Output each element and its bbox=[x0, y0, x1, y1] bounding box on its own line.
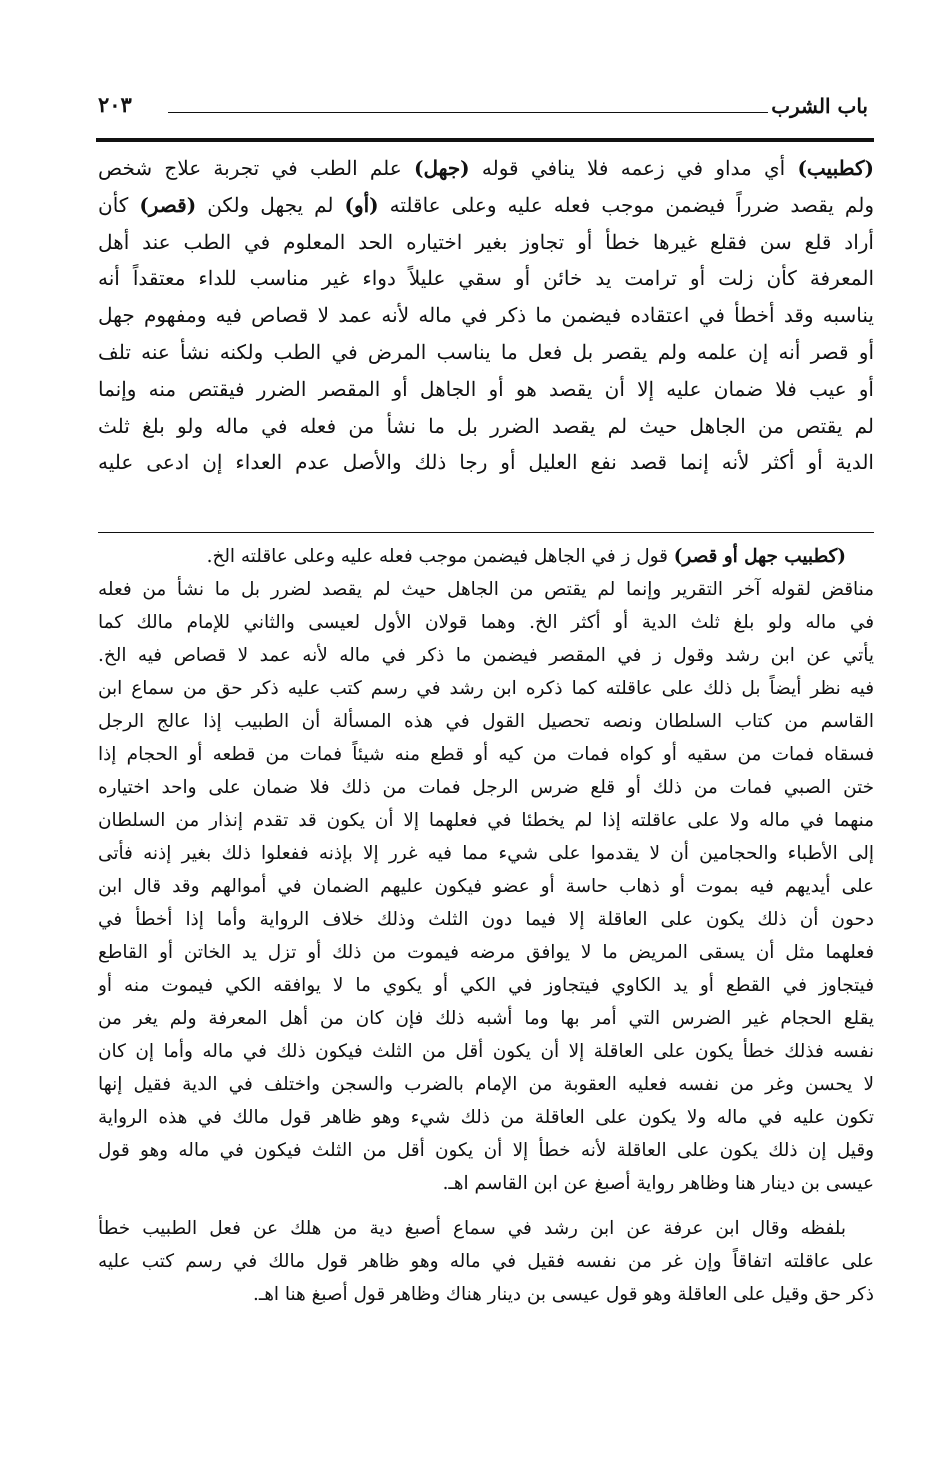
main-text bbox=[98, 150, 874, 481]
commentary-line: لا يحسن وغر من نفسه فعليه العقوبة من الإمام بالضرب والسجن واختلف في الدية فقيل إنها bbox=[98, 1074, 874, 1095]
bold-term: (كطبيب) bbox=[797, 156, 874, 180]
commentary-line: فسقاه فمات من سقيه أو كواه فمات من كيه أو قطع منه شيئاً فمات من قطعه أو الحجام إذا bbox=[98, 744, 874, 765]
header-divider bbox=[96, 138, 874, 142]
commentary-line: فيه نظر أيضاً بل ذلك على عاقلته كما ذكره ابن رشد في رسم كتب عليه ذكر حق من سماع ابن bbox=[98, 678, 874, 699]
bold-term: (قصر) bbox=[139, 192, 197, 217]
paragraph-gap bbox=[98, 1200, 874, 1212]
commentary-line: فيتجاوز في القطع أو يد الكاوي فيتجاوز في الكي أو يكوي ما لا يوافقه الكي فيموت منه أو bbox=[98, 975, 874, 996]
commentary-line: بلفظه وقال ابن عرفة عن ابن رشد في سماع أصبغ دية من هلك عن فعل الطبيب خطأ bbox=[98, 1218, 846, 1239]
main-line: أو عيب فلا ضمان عليه إلا أن يقصد هو أو الجاهل أو المقصر الضرر فيقتص منه وإنما bbox=[98, 376, 874, 401]
commentary-line: فعلهما مثل أن يسقى المريض ما لا يوافق مرضه فيموت من ذلك أو تزل يد الخاتن أو القاطع bbox=[98, 942, 874, 963]
main-line: يناسبه وقد أخطأ في اعتقاده فيضمن ما ذكر في ماله لأنه عمد لا قصاص فيه ومفهوم جهل bbox=[98, 303, 874, 328]
commentary-line: دحون أن ذلك يكون على العاقلة إلا فيما دون الثلث وذلك خلاف الرواية وأما إذا أخطأ في bbox=[98, 909, 874, 930]
commentary-line: إلى الأطباء والحجامين أن لا يقدموا على شيء مما فيه غرر إلا بإذنه ففعلوا ذلك بغير إذنه فأتى bbox=[98, 843, 874, 864]
commentary-line: منهما في ماله ولا على عاقلته إذا لم يخطئا في فعلهما إلا أن يكون قد تقدم إنذار من السلطان bbox=[98, 810, 874, 831]
main-line: (كطبيب) أي مداو في زعمه فلا ينافي قوله (جهل) علم الطب في تجربة علاج شخص bbox=[98, 156, 874, 180]
commentary-line: (كطبيب جهل أو قصر) قول ز في الجاهل فيضمن موجب فعله عليه وعلى عاقلته الخ. bbox=[206, 546, 846, 567]
bold-term: (أو) bbox=[344, 192, 379, 217]
main-line: لم يقتص من الجاهل حيث لم يقصد الضرر بل ما نشأ من فعله في ماله ولو بلغ ثلث bbox=[98, 413, 874, 438]
main-line: الدية أو أكثر لأنه إنما قصد نفع العليل أو رجا ذلك والأصل عدم العداء إن ادعى عليه bbox=[98, 450, 874, 475]
header-rule bbox=[168, 112, 768, 113]
commentary-line: مناقض لقوله آخر التقرير وإنما لم يقتص من الجاهل حيث لم يقصد لضرر بل ما نشأ من فعله bbox=[98, 579, 874, 600]
main-line: أراد قلع سن فقلع غيرها خطأ أو تجاوز بغير اختياره الحد المعلوم في الطب عند أهل bbox=[98, 229, 874, 254]
commentary-line: عيسى بن دينار هنا وظاهر رواية أصبغ عن ابن القاسم اهـ. bbox=[442, 1173, 874, 1194]
running-header bbox=[98, 90, 868, 126]
bold-term: (كطبيب جهل أو قصر) bbox=[673, 546, 846, 567]
commentary-line: يقلع الحجام غير الضرس التي أمر بها وما أشبه ذلك فإن كان من أهل المعرفة ولم يغر من bbox=[98, 1008, 874, 1029]
main-line: المعرفة كأن زلت أو ترامت يد خائن أو سقي عليلاً دواء غير مناسب للداء معتقداً أنه bbox=[98, 266, 874, 291]
commentary bbox=[98, 540, 874, 1311]
commentary-line: تكون عليه في ماله ولا يكون على العاقلة من ذلك شيء وهو ظاهر قول مالك في هذه الرواية bbox=[98, 1107, 874, 1128]
commentary-line: في ماله ولو بلغ ثلث الدية أو أكثر الخ. وهما قولان الأول لعيسى والثاني للإمام مالك كما bbox=[98, 612, 874, 633]
main-line: أو قصر أنه إن علمه ولم يقصر بل فعل ما يناسب المرض في الطب ولكنه نشأ عنه تلف bbox=[98, 339, 874, 364]
commentary-line: نفسه فذلك خطأ يكون على العاقلة إلا أن يكون أقل من الثلث فيكون ذلك في ماله وأما إن كان bbox=[98, 1041, 874, 1062]
commentary-line: ذكر حق وقيل على العاقلة وهو قول عيسى بن دينار هناك وظاهر قول أصبغ هنا اهـ. bbox=[253, 1284, 874, 1305]
commentary-line: يأتي عن ابن رشد وقول ز في المقصر فيضمن ما ذكر في ماله لأنه عمد لا قصاص فيه الخ. bbox=[98, 645, 874, 666]
bold-term: (جهل) bbox=[413, 156, 470, 180]
commentary-line: القاسم من كتاب السلطان ونصه تحصيل القول في هذه المسألة أن الطبيب إذا عالج الرجل bbox=[98, 711, 874, 732]
commentary-line: وقيل إن ذلك يكون على العاقلة لأنه خطأ إلا أن يكون أقل من الثلث فيكون في ماله وهو قول bbox=[98, 1140, 874, 1161]
commentary-line: على عاقلته اتفاقاً وإن غر من نفسه فقيل في ماله وهو ظاهر قول مالك في رسم كتب عليه bbox=[98, 1251, 874, 1272]
chapter-title: باب الشرب bbox=[771, 94, 868, 118]
main-line: ولم يقصد ضرراً فيضمن موجب فعله عليه وعلى عاقلته (أو) لم يجهل ولكن (قصر) كأن bbox=[98, 192, 874, 217]
footnote-divider bbox=[98, 532, 874, 533]
page-number: ٢٠٣ bbox=[98, 92, 132, 117]
commentary-line: على أيديهم فيه بموت أو ذهاب حاسة أو عضو فيكون عليهم الضمان في أموالهم وقد قال ابن bbox=[98, 876, 874, 897]
commentary-line: ختن الصبي فمات من ذلك أو قلع ضرس الرجل فمات من ذلك فلا ضمان على واحد اختياره bbox=[98, 777, 874, 798]
